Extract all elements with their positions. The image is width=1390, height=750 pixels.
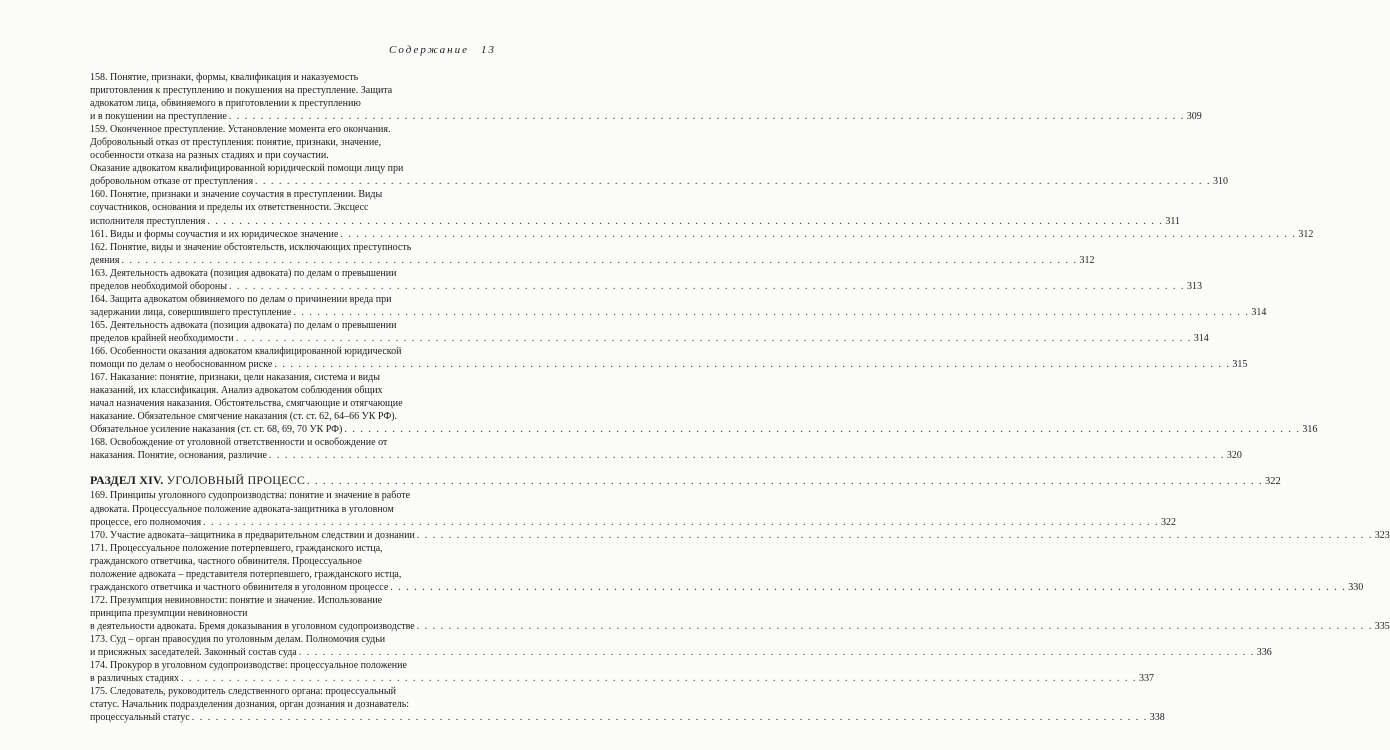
leader-dots: . . . . . . . . . . . . . . . . . . . . . . . . . . . . . . . . . . . . . . . . . . . . . . . . . . . . . . . . . . . . . . . . . . . . . . . . . . . . . . . . . . . . . . . . . . . . . . . . . . . . . . . . . . . . . . . . . . . . . . . .	[180, 673, 1137, 685]
leader-dots: . . . . . . . . . . . . . . . . . . . . . . . . . . . . . . . . . . . . . . . . . . . . . . . . . . . . . . . . . . . . . . . . . . . . . . . . . . . . . . . . . . . . . . . . . . . . . . . . . . . . . . . . . . . . . . . . . . . . . . . .	[191, 712, 1148, 724]
toc-entry-line: принципа презумпции невиновности	[90, 607, 248, 619]
toc-entry-text: 170. Участие адвоката–защитника в предварительном следствии и дознании	[90, 529, 415, 541]
toc-entry[interactable]	[90, 659, 1154, 685]
toc-entry-page: 338	[1149, 712, 1165, 724]
toc-entry-line: положение адвоката – представителя потерпевшего, гражданского истца,	[90, 568, 402, 580]
section-heading[interactable]	[90, 473, 1281, 488]
leader-dots: . . . . . . . . . . . . . . . . . . . . . . . . . . . . . . . . . . . . . . . . . . . . . . . . . . . . . . . . . . . . . . . . . . . . . . . . . . . . . . . . . . . . . . . . . . . . . . . . . . . . . . . . . . . . . . . . . . . . . . . .	[229, 280, 1186, 292]
toc-entry-line	[90, 228, 1314, 241]
toc-entry-line	[90, 529, 1390, 542]
toc-entry-page: 323	[1374, 529, 1390, 541]
toc-entry-text: в деятельности адвоката. Бремя доказывания в уголовном судопроизводстве	[90, 620, 415, 632]
leader-dots: . . . . . . . . . . . . . . . . . . . . . . . . . . . . . . . . . . . . . . . . . . . . . . . . . . . . . . . . . . . . . . . . . . . . . . . . . . . . . . . . . . . . . . . . . . . . . . . . . . . . . . . . . . . . . . . . . . . . . . . .	[228, 111, 1185, 123]
leader-dots: . . . . . . . . . . . . . . . . . . . . . . . . . . . . . . . . . . . . . . . . . . . . . . . . . . . . . . . . . . . . . . . . . . . . . . . . . . . . . . . . . . . . . . . . . . . . . . . . . . . . . . . . . . . . . . . . . . . . . . . .	[121, 254, 1078, 266]
toc-entry-text: задержании лица, совершившего преступление	[90, 306, 292, 318]
toc-entry-page: 312	[1079, 254, 1095, 266]
toc-entry-page: 337	[1138, 673, 1154, 685]
toc-part-2	[90, 489, 1390, 724]
toc-entry-line: 171. Процессуальное положение потерпевшего, гражданского истца,	[90, 542, 383, 554]
toc-entry-line: наказание. Обязательное смягчение наказания (ст. ст. 62, 64–66 УК РФ).	[90, 411, 398, 423]
toc-entry-line	[90, 280, 1203, 293]
toc-entry-line: гражданского ответчика, частного обвинителя. Процессуальное	[90, 555, 362, 567]
toc-entry-text: наказания. Понятие, основания, различие	[90, 450, 267, 462]
toc-entry-line	[90, 306, 1267, 319]
toc-entry-line: начал назначения наказания. Обстоятельства, смягчающие и отягчающие	[90, 398, 403, 410]
toc-entry-text: гражданского ответчика и частного обвинителя в уголовном процессе	[90, 581, 389, 593]
toc-entry-page: 312	[1298, 228, 1314, 240]
toc-entry-line: 173. Суд – орган правосудия по уголовным делам. Полномочия судьи	[90, 633, 386, 645]
toc-entry[interactable]	[90, 594, 1390, 633]
toc-entry-page: 315	[1232, 359, 1248, 371]
toc-entry-line: адвоката. Процессуальное положение адвоката-защитника в уголовном	[90, 503, 394, 515]
leader-dots: . . . . . . . . . . . . . . . . . . . . . . . . . . . . . . . . . . . . . . . . . . . . . . . . . . . . . . . . . . . . . . . . . . . . . . . . . . . . . . . . . . . . . . . . . . . . . . . . . . . . . . . . . . . . . . . . . . . . . . . .	[268, 450, 1225, 462]
toc-entry-page: 313	[1187, 280, 1203, 292]
leader-dots: . . . . . . . . . . . . . . . . . . . . . . . . . . . . . . . . . . . . . . . . . . . . . . . . . . . . . . . . . . . . . . . . . . . . . . . . . . . . . . . . . . . . . . . . . . . . . . . . . . . . . . . . . . . . . . . . . . . . . . . .	[298, 647, 1255, 659]
toc-entry[interactable]	[90, 123, 1229, 188]
toc-entry-line: соучастников, основания и пределы их ответственности. Эксцесс	[90, 202, 369, 214]
leader-dots: . . . . . . . . . . . . . . . . . . . . . . . . . . . . . . . . . . . . . . . . . . . . . . . . . . . . . . . . . . . . . . . . . . . . . . . . . . . . . . . . . . . . . . . . . . . . . . . . . . . . . . . . . . . . . . . . . . . . . . . .	[344, 424, 1301, 436]
toc-entry-page: 322	[1161, 516, 1177, 528]
section-label-title: УГОЛОВНЫЙ ПРОЦЕСС	[163, 473, 306, 488]
toc-entry-page: 314	[1193, 332, 1209, 344]
toc-entry-text: пределов необходимой обороны	[90, 280, 228, 292]
toc-entry[interactable]	[90, 685, 1165, 724]
toc-entry-line: 159. Оконченное преступление. Установление момента его окончания.	[90, 124, 391, 136]
toc-entry-line	[90, 215, 1181, 228]
toc-entry-line	[90, 358, 1248, 371]
toc-entry-line	[90, 332, 1209, 345]
toc-entry-line: Добровольный отказ от преступления: понятие, признаки, значение,	[90, 137, 382, 149]
leader-dots: . . . . . . . . . . . . . . . . . . . . . . . . . . . . . . . . . . . . . . . . . . . . . . . . . . . . . . . . . . . . . . . . . . . . . . . . . . . . . . . . . . . . . . . . . . . . . . . . . . . . . . . . . . . . . . . . . . . . . . . .	[274, 359, 1231, 371]
toc-entry-line: Оказание адвокатом квалифицированной юридической помощи лицу при	[90, 163, 404, 175]
toc-entry-line: особенности отказа на разных стадиях и при соучастии.	[90, 150, 329, 162]
toc-entry-line: наказаний, их классификация. Анализ адвокатом соблюдения общих	[90, 385, 383, 397]
toc-entry-page: 320	[1226, 450, 1242, 462]
toc-entry-line: статус. Начальник подразделения дознания, орган дознания и дознаватель:	[90, 699, 410, 711]
toc-entry-text: добровольном отказе от преступления	[90, 176, 254, 188]
toc-entry-text: процессе, его полномочия	[90, 516, 202, 528]
leader-dots: . . . . . . . . . . . . . . . . . . . . . . . . . . . . . . . . . . . . . . . . . . . . . . . . . . . . . . . . . . . . . . . . . . . . . . . . . . . . . . . . . . . . . . . . . . . . . . . . . . . . . . . . . . . . . . . . . . . . . . . .	[235, 332, 1192, 344]
table-of-contents	[90, 71, 1390, 724]
leader-dots: . . . . . . . . . . . . . . . . . . . . . . . . . . . . . . . . . . . . . . . . . . . . . . . . . . . . . . . . . . . . . . . . . . . . . . . . . . . . . . . . . . . . . . . . . . . . . . . . . . . . . . . . . . . . . . . . . . . . . . . .	[416, 529, 1373, 541]
toc-entry-line: 163. Деятельность адвоката (позиция адвоката) по делам о превышении	[90, 267, 397, 279]
leader-dots: . . . . . . . . . . . . . . . . . . . . . . . . . . . . . . . . . . . . . . . . . . . . . . . . . . . . . . . . . . . . . . . . . . . . . . . . . . . . . . . . . . . . . . . . . . . . . . . . . . . . . . . . . . . . . . . . . . . . . . . .	[390, 581, 1347, 593]
toc-entry[interactable]	[90, 542, 1364, 594]
leader-dots: . . . . . . . . . . . . . . . . . . . . . . . . . . . . . . . . . . . . . . . . . . . . . . . . . . . . . . . . . . . . . . . . . . . . . . . . . . . . . . . . . . . . . . . . . . . . . . . . . . . . . . . . . . . . . . . . . . . . . . . .	[203, 516, 1160, 528]
toc-entry-line	[90, 581, 1364, 594]
toc-entry-page: 336	[1256, 647, 1272, 659]
toc-entry-text: 161. Виды и формы соучастия и их юридическое значение	[90, 228, 339, 240]
toc-entry-line	[90, 110, 1202, 123]
toc-entry[interactable]	[90, 436, 1242, 462]
leader-dots: . . . . . . . . . . . . . . . . . . . . . . . . . . . . . . . . . . . . . . . . . . . . . . . . . . . . . . . . . . . . . . . . . . . . . . . . . . . . . . . . . . . . . . . . . . . . . . . . . . . . . . . . . . . . . . . . . . . . . . . .	[307, 476, 1264, 488]
toc-entry-page: 316	[1302, 424, 1318, 436]
header-page-number: 13	[481, 44, 496, 56]
toc-part-1	[90, 71, 1318, 462]
toc-entry[interactable]	[90, 241, 1095, 267]
toc-entry-line	[90, 646, 1272, 659]
toc-entry-line	[90, 516, 1177, 529]
toc-entry-line: адвокатом лица, обвиняемого в приготовлении к преступлению	[90, 98, 361, 110]
toc-entry-page: 311	[1165, 215, 1181, 227]
running-header	[389, 44, 496, 56]
toc-entry-line: 168. Освобождение от уголовной ответственности и освобождение от	[90, 437, 388, 449]
toc-entry-text: пределов крайней необходимости	[90, 332, 234, 344]
toc-entry-text: в различных стадиях	[90, 673, 179, 685]
toc-entry-text: и в покушении на преступление	[90, 111, 227, 123]
toc-entry-line: 167. Наказание: понятие, признаки, цели наказания, система и виды	[90, 372, 380, 384]
toc-entry-text: процессуальный статус	[90, 712, 190, 724]
toc-entry-line: приготовления к преступлению и покушения на преступление. Защита	[90, 85, 393, 97]
toc-entry-page: 314	[1251, 306, 1267, 318]
section-page: 322	[1265, 476, 1281, 488]
toc-entry[interactable]	[90, 267, 1203, 293]
header-title: Содержание	[388, 44, 469, 56]
toc-entry[interactable]	[90, 293, 1267, 319]
toc-entry-line: 172. Презумпция невиновности: понятие и значение. Использование	[90, 594, 383, 606]
toc-entry-text: деяния	[90, 254, 120, 266]
toc-entry-line: 164. Защита адвокатом обвиняемого по делам о причинении вреда при	[90, 293, 392, 305]
toc-entry-page: 330	[1348, 581, 1364, 593]
leader-dots: . . . . . . . . . . . . . . . . . . . . . . . . . . . . . . . . . . . . . . . . . . . . . . . . . . . . . . . . . . . . . . . . . . . . . . . . . . . . . . . . . . . . . . . . . . . . . . . . . . . . . . . . . . . . . . . . . . . . . . . .	[255, 176, 1212, 188]
toc-entry[interactable]	[90, 188, 1181, 227]
toc-entry-text: помощи по делам о необоснованном риске	[90, 359, 273, 371]
toc-entry[interactable]	[90, 529, 1390, 542]
toc-entry-line: 160. Понятие, признаки и значение соучастия в преступлении. Виды	[90, 189, 383, 201]
toc-entry-line	[90, 175, 1229, 188]
toc-entry-line	[90, 423, 1318, 436]
toc-entry-line	[90, 672, 1154, 685]
toc-entry[interactable]	[90, 228, 1314, 241]
toc-entry-text: исполнителя преступления	[90, 215, 206, 227]
toc-entry-page: 310	[1213, 176, 1229, 188]
toc-entry-line: 175. Следователь, руководитель следственного органа: процессуальный	[90, 686, 396, 698]
toc-entry[interactable]	[90, 633, 1272, 659]
toc-entry-line: 169. Принципы уголовного судопроизводства: понятие и значение в работе	[90, 490, 411, 502]
toc-entry-line	[90, 254, 1095, 267]
toc-entry[interactable]	[90, 489, 1177, 528]
toc-entry-line	[90, 449, 1242, 462]
toc-entry-page: 309	[1186, 111, 1202, 123]
toc-entry-line: 165. Деятельность адвоката (позиция адвоката) по делам о превышении	[90, 319, 397, 331]
toc-entry[interactable]	[90, 371, 1318, 436]
toc-entry-line	[90, 620, 1390, 633]
leader-dots: . . . . . . . . . . . . . . . . . . . . . . . . . . . . . . . . . . . . . . . . . . . . . . . . . . . . . . . . . . . . . . . . . . . . . . . . . . . . . . . . . . . . . . . . . . . . . . . . . . . . . . . . . . . . . . . . . . . . . . . .	[416, 620, 1373, 632]
toc-entry-line: 158. Понятие, признаки, формы, квалификация и наказуемость	[90, 72, 359, 83]
leader-dots: . . . . . . . . . . . . . . . . . . . . . . . . . . . . . . . . . . . . . . . . . . . . . . . . . . . . . . . . . . . . . . . . . . . . . . . . . . . . . . . . . . . . . . . . . . . . . . . . . . . . . . . . . . . . . . . . . . . . . . . .	[293, 306, 1250, 318]
toc-entry-text: и присяжных заседателей. Законный состав суда	[90, 647, 297, 659]
toc-entry-page: 335	[1374, 620, 1390, 632]
toc-entry[interactable]	[90, 71, 1202, 123]
section-label-number: РАЗДЕЛ XIV.	[90, 473, 164, 488]
toc-entry-line	[90, 711, 1165, 724]
toc-entry[interactable]	[90, 319, 1209, 345]
toc-entry[interactable]	[90, 345, 1248, 371]
leader-dots: . . . . . . . . . . . . . . . . . . . . . . . . . . . . . . . . . . . . . . . . . . . . . . . . . . . . . . . . . . . . . . . . . . . . . . . . . . . . . . . . . . . . . . . . . . . . . . . . . . . . . . . . . . . . . . . . . . . . . . . .	[207, 215, 1164, 227]
toc-entry-text: Обязательное усиление наказания (ст. ст. 68, 69, 70 УК РФ)	[90, 424, 343, 436]
toc-entry-line: 162. Понятие, виды и значение обстоятельств, исключающих преступность	[90, 241, 412, 253]
leader-dots: . . . . . . . . . . . . . . . . . . . . . . . . . . . . . . . . . . . . . . . . . . . . . . . . . . . . . . . . . . . . . . . . . . . . . . . . . . . . . . . . . . . . . . . . . . . . . . . . . . . . . . . . . . . . . . . . . . . . . . . .	[340, 228, 1297, 240]
toc-entry-line: 174. Прокурор в уголовном судопроизводстве: процессуальное положение	[90, 660, 407, 672]
toc-entry-line: 166. Особенности оказания адвокатом квалифицированной юридической	[90, 345, 402, 357]
